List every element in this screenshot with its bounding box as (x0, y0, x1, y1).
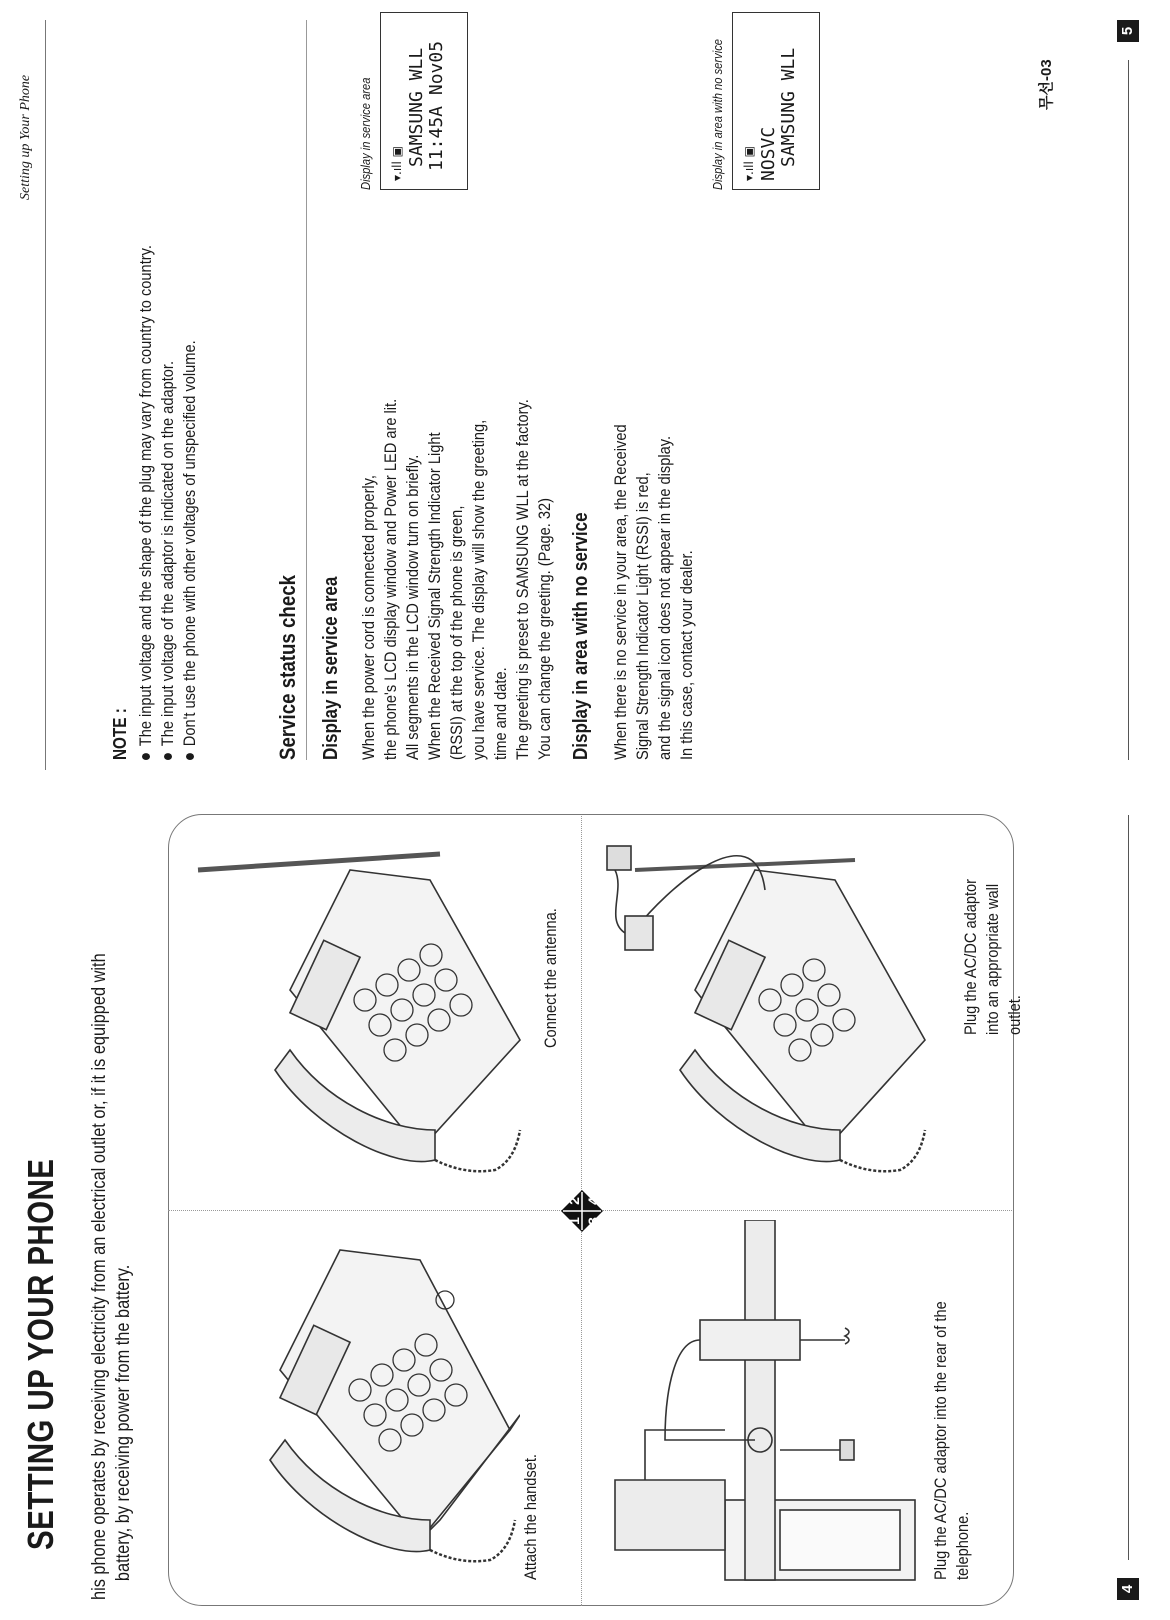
no-service-line: In this case, contact your dealer. (677, 550, 696, 760)
service-area-text (358, 278, 556, 760)
no-service-line: Signal Strength Indicator Light (RSSI) is red, (633, 472, 652, 760)
service-area-line: time and date. (491, 667, 510, 760)
left-page-number: 4 (1117, 1578, 1139, 1600)
step-1-number: 1 (566, 1217, 582, 1225)
phone-with-handset-illustration (190, 1230, 520, 1580)
step-4-caption: Plug the AC/DC adaptor into an appropriate wall outlet. (961, 878, 1024, 1035)
intro-line-1: his phone operates by receiving electricity from an electrical outlet or, if it is equipped with (89, 953, 110, 1600)
header-rule (45, 20, 46, 770)
service-area-line: All segments in the LCD window turn on briefly. (403, 454, 422, 760)
step-3-caption: Plug the AC/DC adaptor into the rear of the telephone. (931, 1301, 972, 1580)
note-label: NOTE : (110, 708, 130, 760)
signal-battery-icon: ▾.ıll ▣ (390, 146, 404, 181)
file-code: 무선-03 (1038, 59, 1055, 110)
section-title: Service status check (275, 574, 300, 760)
service-area-line: the phone's LCD display window and Power LED are lit. (381, 398, 400, 760)
intro-text (88, 946, 136, 1600)
lcd-caption-no-service: Display in area with no service (710, 39, 725, 190)
intro-line-2: battery, by receiving power from the battery. (113, 1264, 134, 1582)
signal-battery-icon: ▾.ıll ▣ (742, 146, 756, 181)
lcd-line: 11:45A Nov05 (426, 40, 447, 171)
lcd-caption-service: Display in service area (358, 77, 373, 190)
lcd-display-no-service (732, 12, 820, 190)
service-area-line: The greeting is preset to SAMSUNG WLL at the factory. (513, 399, 532, 760)
service-area-line: When the Received Signal Strength Indicator Light (425, 432, 444, 760)
left-footer-rule (1128, 815, 1129, 1560)
step-2-number: 2 (566, 1197, 582, 1205)
no-service-line: and the signal icon does not appear in the display. (655, 435, 674, 760)
section-rule (306, 20, 307, 760)
page-title: SETTING UP YOUR PHONE (20, 1158, 61, 1550)
service-area-line: (RSSI) at the top of the phone is green, (447, 505, 466, 760)
service-area-line: you have service. The display will show the greeting, (469, 419, 488, 760)
note-list (135, 106, 201, 760)
note-item: The input voltage and the shape of the plug may vary from country to country. (135, 106, 157, 760)
no-service-line: When there is no service in your area, the Received (611, 424, 630, 760)
no-service-heading: Display in area with no service (570, 512, 592, 760)
note-item: Don't use the phone with other voltages of unspecified volume. (179, 106, 201, 760)
step-3-number: 3 (585, 1217, 601, 1225)
lcd-display-service (380, 12, 468, 190)
running-header: Setting up Your Phone (18, 74, 33, 200)
lcd-line: SAMSUNG WLL (778, 47, 799, 167)
lcd-line: SAMSUNG WLL (406, 47, 427, 167)
service-area-heading: Display in service area (320, 576, 342, 760)
step-4-number: 4 (585, 1197, 601, 1205)
step-2-caption: Connect the antenna. (541, 908, 560, 1048)
phone-antenna-illustration (190, 830, 550, 1190)
step-1-caption: Attach the handset. (521, 1454, 540, 1580)
right-page-number: 5 (1117, 20, 1139, 42)
right-footer-rule (1128, 60, 1129, 760)
lcd-line: NOSVC (758, 126, 779, 181)
service-area-line: When the power cord is connected properly, (359, 475, 378, 760)
note-item: The input voltage of the adaptor is indicated on the adaptor. (157, 106, 179, 760)
wall-outlet-illustration (605, 830, 955, 1190)
no-service-text (610, 278, 698, 760)
service-area-line: You can change the greeting. (Page. 32) (535, 497, 554, 760)
rear-adaptor-illustration (605, 1220, 925, 1590)
